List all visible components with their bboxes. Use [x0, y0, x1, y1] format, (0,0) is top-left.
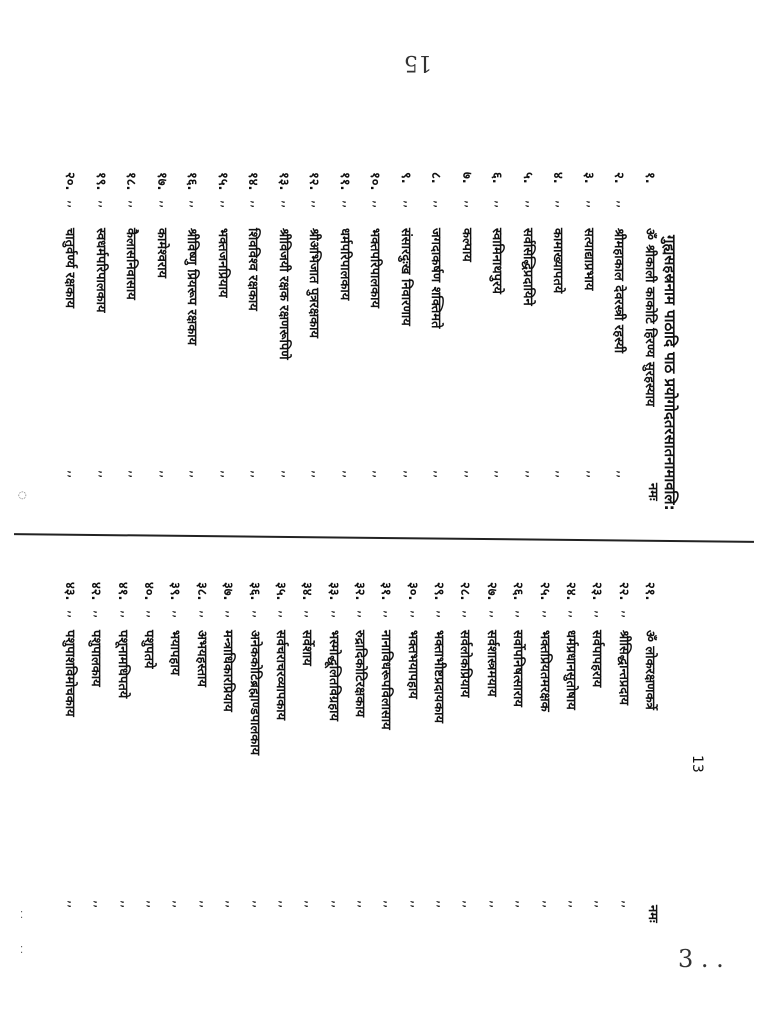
ditto-mark: ,,	[65, 200, 80, 209]
ditto-mark-trailing: ,,	[126, 470, 142, 479]
ditto-mark: ,,	[91, 610, 107, 619]
item-number: ३०.	[404, 582, 420, 601]
ditto-mark-trailing: ,,	[434, 900, 450, 909]
item-number: ३३.	[325, 582, 341, 601]
ditto-mark: ,,	[217, 200, 233, 209]
name-text: पशूनामधिपतये	[114, 630, 130, 699]
name-text: श्रीसिद्धान्तप्रदाय	[615, 630, 631, 706]
scan-mark: ⁚	[20, 945, 24, 956]
ditto-mark: ,,	[513, 610, 529, 619]
ditto-mark-trailing: ,,	[400, 470, 416, 479]
item-number: १.	[642, 172, 657, 184]
name-text: रुद्रादिकोटिरक्षकाय	[352, 630, 367, 718]
item-number: १५.	[214, 172, 230, 191]
ditto-mark-trailing: ,,	[522, 470, 538, 479]
item-number: ११.	[336, 172, 352, 191]
item-number: ४२.	[88, 582, 104, 601]
ditto-mark-trailing: ,,	[249, 900, 265, 909]
item-number: ३२.	[352, 582, 367, 601]
name-text: श्रीअभिजात पुत्ररक्षकाय	[306, 228, 322, 339]
ditto-mark-trailing: ,,	[381, 900, 397, 909]
name-text: सत्याद्याप्रभाय	[580, 228, 596, 291]
name-text: अभयहस्ताय	[193, 630, 209, 687]
name-text: पशुपालकाय	[88, 630, 104, 687]
ditto-mark-trailing: ,,	[618, 900, 634, 909]
name-text: कामाख्यापतये	[550, 228, 566, 294]
name-text: पशुपाशविमोचकाय	[62, 630, 77, 717]
name-text: सर्वलोकप्रियाय	[457, 630, 473, 698]
name-text: शिवविश्व रक्षकाय	[245, 228, 261, 311]
ditto-mark-trailing: ,,	[328, 900, 344, 909]
name-text: जगदाकर्षण शक्तिमते	[428, 228, 444, 329]
ditto-mark: ,,	[170, 610, 186, 619]
item-number: २४.	[562, 582, 578, 601]
handwritten-page-number: 15	[404, 50, 432, 75]
name-text: भक्ताभीष्टप्रदायकाय	[431, 630, 447, 724]
ditto-mark: ,,	[355, 610, 370, 619]
name-text: सर्वशास्त्रमयाय	[483, 630, 499, 697]
ditto-mark-trailing: ,,	[196, 900, 212, 909]
item-number: २८.	[457, 582, 473, 601]
item-number: २९.	[431, 582, 447, 601]
ditto-mark-trailing: ,,	[460, 900, 476, 909]
ditto-mark-trailing: ,,	[486, 900, 502, 909]
name-text: श्रीमहाकाल देवरस्त्री रहस्यी	[611, 228, 627, 354]
item-number: १७.	[153, 172, 169, 191]
ditto-mark: ,,	[461, 200, 477, 209]
item-number: ९.	[397, 172, 413, 184]
ditto-mark: ,,	[187, 200, 203, 209]
ditto-mark-trailing: ,,	[614, 470, 630, 479]
ditto-mark-trailing: ,,	[309, 470, 325, 479]
name-text: श्रीविजयी रक्षक रक्षणरूपिणे	[275, 228, 291, 360]
name-text: भक्तपरिपालकाय	[367, 228, 383, 309]
name-text: मन्त्राधिकारप्रियाय	[220, 630, 236, 712]
ditto-mark-trailing: ,,	[65, 900, 80, 909]
ditto-mark: ,,	[275, 610, 291, 619]
item-number: ३४.	[299, 582, 315, 601]
handwritten-page-number-bottom: 3 . .	[678, 945, 724, 973]
ditto-mark: ,,	[278, 200, 294, 209]
ditto-mark: ,,	[302, 610, 318, 619]
ditto-mark-trailing: ,,	[91, 900, 107, 909]
ditto-mark: ,,	[539, 610, 555, 619]
ditto-mark: ,,	[196, 610, 212, 619]
name-text: कल्पाय	[458, 228, 474, 262]
item-number: ३९.	[167, 582, 183, 601]
name-text: श्रीविष्णु प्रियरूप रक्षकाय	[184, 228, 200, 346]
ditto-mark-trailing: ,,	[461, 470, 477, 479]
ditto-mark-trailing: ,,	[117, 900, 133, 909]
item-number: ७.	[458, 172, 474, 184]
item-number: ३५.	[272, 582, 288, 601]
name-text: सर्वेशाय	[299, 630, 315, 666]
ditto-mark-trailing: ,,	[302, 900, 318, 909]
name-text: सर्वपापहराय	[589, 630, 605, 688]
item-number: १६.	[184, 172, 200, 191]
item-number: ४३.	[62, 582, 77, 601]
printed-page-number: 13	[689, 755, 705, 773]
ditto-mark: ,,	[565, 610, 581, 619]
name-text: भस्मोद्धूलितविग्रहाय	[325, 630, 341, 722]
ditto-mark: ,,	[144, 610, 160, 619]
item-number: १८.	[123, 172, 139, 191]
ditto-mark: ,,	[126, 200, 142, 209]
scan-mark: ◌	[18, 490, 27, 501]
ditto-mark: ,,	[65, 610, 80, 619]
document-title: गुह्यसहस्रनाम पाठादि पाठ प्रयोगोदतरसातनामावलि:	[661, 235, 679, 511]
name-text: स्वामिनाथपुरये	[489, 228, 505, 294]
ditto-mark-trailing: ,,	[278, 470, 294, 479]
ditto-mark-trailing: ,,	[144, 900, 160, 909]
namah-label-right: नमः	[645, 905, 660, 923]
ditto-mark-trailing: ,,	[217, 470, 233, 479]
name-text: ॐ श्रीकाली काकोटि हिरण्य सुरहस्याय	[642, 228, 657, 407]
ditto-mark: ,,	[95, 200, 111, 209]
name-text: संसारदुःख निवारणाय	[397, 228, 413, 326]
name-text: पशुपतये	[141, 630, 157, 669]
item-number: १३.	[275, 172, 291, 191]
ditto-mark-trailing: ,,	[156, 470, 172, 479]
namah-label-left: नमः	[645, 483, 660, 501]
ditto-mark-trailing: ,,	[275, 900, 291, 909]
ditto-mark-trailing: ,,	[431, 470, 447, 479]
item-number: २०.	[62, 172, 77, 191]
name-text: सर्वोपनिषत्साराय	[510, 630, 526, 707]
ditto-mark-trailing: ,,	[339, 470, 355, 479]
item-number: ४१.	[114, 582, 130, 601]
item-number: २६.	[510, 582, 526, 601]
ditto-mark: ,,	[223, 610, 239, 619]
item-number: ३६.	[246, 582, 262, 601]
item-number: १९.	[92, 172, 108, 191]
name-text: भयापहाय	[167, 630, 183, 676]
ditto-mark: ,,	[407, 610, 423, 619]
item-number: ३७.	[220, 582, 236, 601]
name-text: सर्वसिद्धिप्रदायिने	[519, 228, 535, 306]
column-divider	[14, 533, 754, 543]
name-text: भक्तभयापहाय	[404, 630, 420, 699]
name-text: नानाविधरूपविलासाय	[378, 630, 394, 730]
ditto-mark-trailing: ,,	[248, 470, 264, 479]
ditto-mark: ,,	[553, 200, 569, 209]
ditto-mark: ,,	[614, 200, 630, 209]
item-number: ५.	[519, 172, 535, 184]
item-number: ८.	[428, 172, 444, 184]
ditto-mark-trailing: ,,	[223, 900, 239, 909]
ditto-mark-trailing: ,,	[539, 900, 555, 909]
ditto-mark: ,,	[381, 610, 397, 619]
scan-mark: ⁚	[20, 910, 24, 921]
ditto-mark-trailing: ,,	[65, 470, 80, 479]
item-number: २७.	[483, 582, 499, 601]
item-number: ३१.	[378, 582, 394, 601]
ditto-mark: ,,	[522, 200, 538, 209]
ditto-mark: ,,	[431, 200, 447, 209]
ditto-mark: ,,	[400, 200, 416, 209]
item-number: १२.	[306, 172, 322, 191]
ditto-mark-trailing: ,,	[565, 900, 581, 909]
name-text: भक्तजनप्रियाय	[214, 228, 230, 298]
item-number: ४.	[550, 172, 566, 184]
item-number: २२.	[615, 582, 631, 601]
name-text: चातुर्वर्ण्य रक्षकाय	[62, 228, 77, 309]
name-text: कामेश्वराय	[153, 228, 169, 279]
ditto-mark: ,,	[249, 610, 265, 619]
ditto-mark-trailing: ,,	[592, 900, 608, 909]
ditto-mark: ,,	[460, 610, 476, 619]
item-number: ६.	[489, 172, 505, 184]
ditto-mark-trailing: ,,	[553, 470, 569, 479]
ditto-mark-trailing: ,,	[407, 900, 423, 909]
item-number: ४०.	[141, 582, 157, 601]
ditto-mark: ,,	[592, 610, 608, 619]
ditto-mark: ,,	[117, 610, 133, 619]
ditto-mark: ,,	[486, 610, 502, 619]
item-number: २३.	[589, 582, 605, 601]
item-number: २१.	[642, 582, 657, 601]
ditto-mark-trailing: ,,	[187, 470, 203, 479]
ditto-mark-trailing: ,,	[583, 470, 599, 479]
ditto-mark: ,,	[583, 200, 599, 209]
ditto-mark: ,,	[328, 610, 344, 619]
ditto-mark-trailing: ,,	[170, 900, 186, 909]
name-text: ॐ लोकरक्षणकर्त्रे	[642, 630, 657, 710]
ditto-mark-trailing: ,,	[95, 470, 111, 479]
ditto-mark: ,,	[492, 200, 508, 209]
ditto-mark-trailing: ,,	[355, 900, 370, 909]
ditto-mark-trailing: ,,	[370, 470, 386, 479]
item-number: १४.	[245, 172, 261, 191]
ditto-mark: ,,	[248, 200, 264, 209]
name-text: धर्मप्रधानसुतोषाय	[562, 630, 578, 710]
name-text: सर्वचराचरव्यापकाय	[272, 630, 288, 721]
item-number: ३.	[580, 172, 596, 184]
name-text: स्वधर्मपरिपालकाय	[92, 228, 108, 313]
ditto-mark-trailing: ,,	[492, 470, 508, 479]
ditto-mark-trailing: ,,	[513, 900, 529, 909]
ditto-mark: ,,	[618, 610, 634, 619]
name-text: कैलासनिवासाय	[123, 228, 139, 300]
item-number: ३८.	[193, 582, 209, 601]
item-number: २५.	[536, 582, 552, 601]
name-text: भक्तप्रियतमरक्षक	[536, 630, 552, 712]
ditto-mark: ,,	[309, 200, 325, 209]
ditto-mark: ,,	[434, 610, 450, 619]
item-number: २.	[611, 172, 627, 184]
ditto-mark: ,,	[156, 200, 172, 209]
ditto-mark: ,,	[339, 200, 355, 209]
name-text: धर्मपरिपालकाय	[336, 228, 352, 301]
name-text: अनेककोटिब्रह्माण्डपालकाय	[246, 630, 262, 756]
ditto-mark: ,,	[370, 200, 386, 209]
item-number: १०.	[367, 172, 383, 191]
